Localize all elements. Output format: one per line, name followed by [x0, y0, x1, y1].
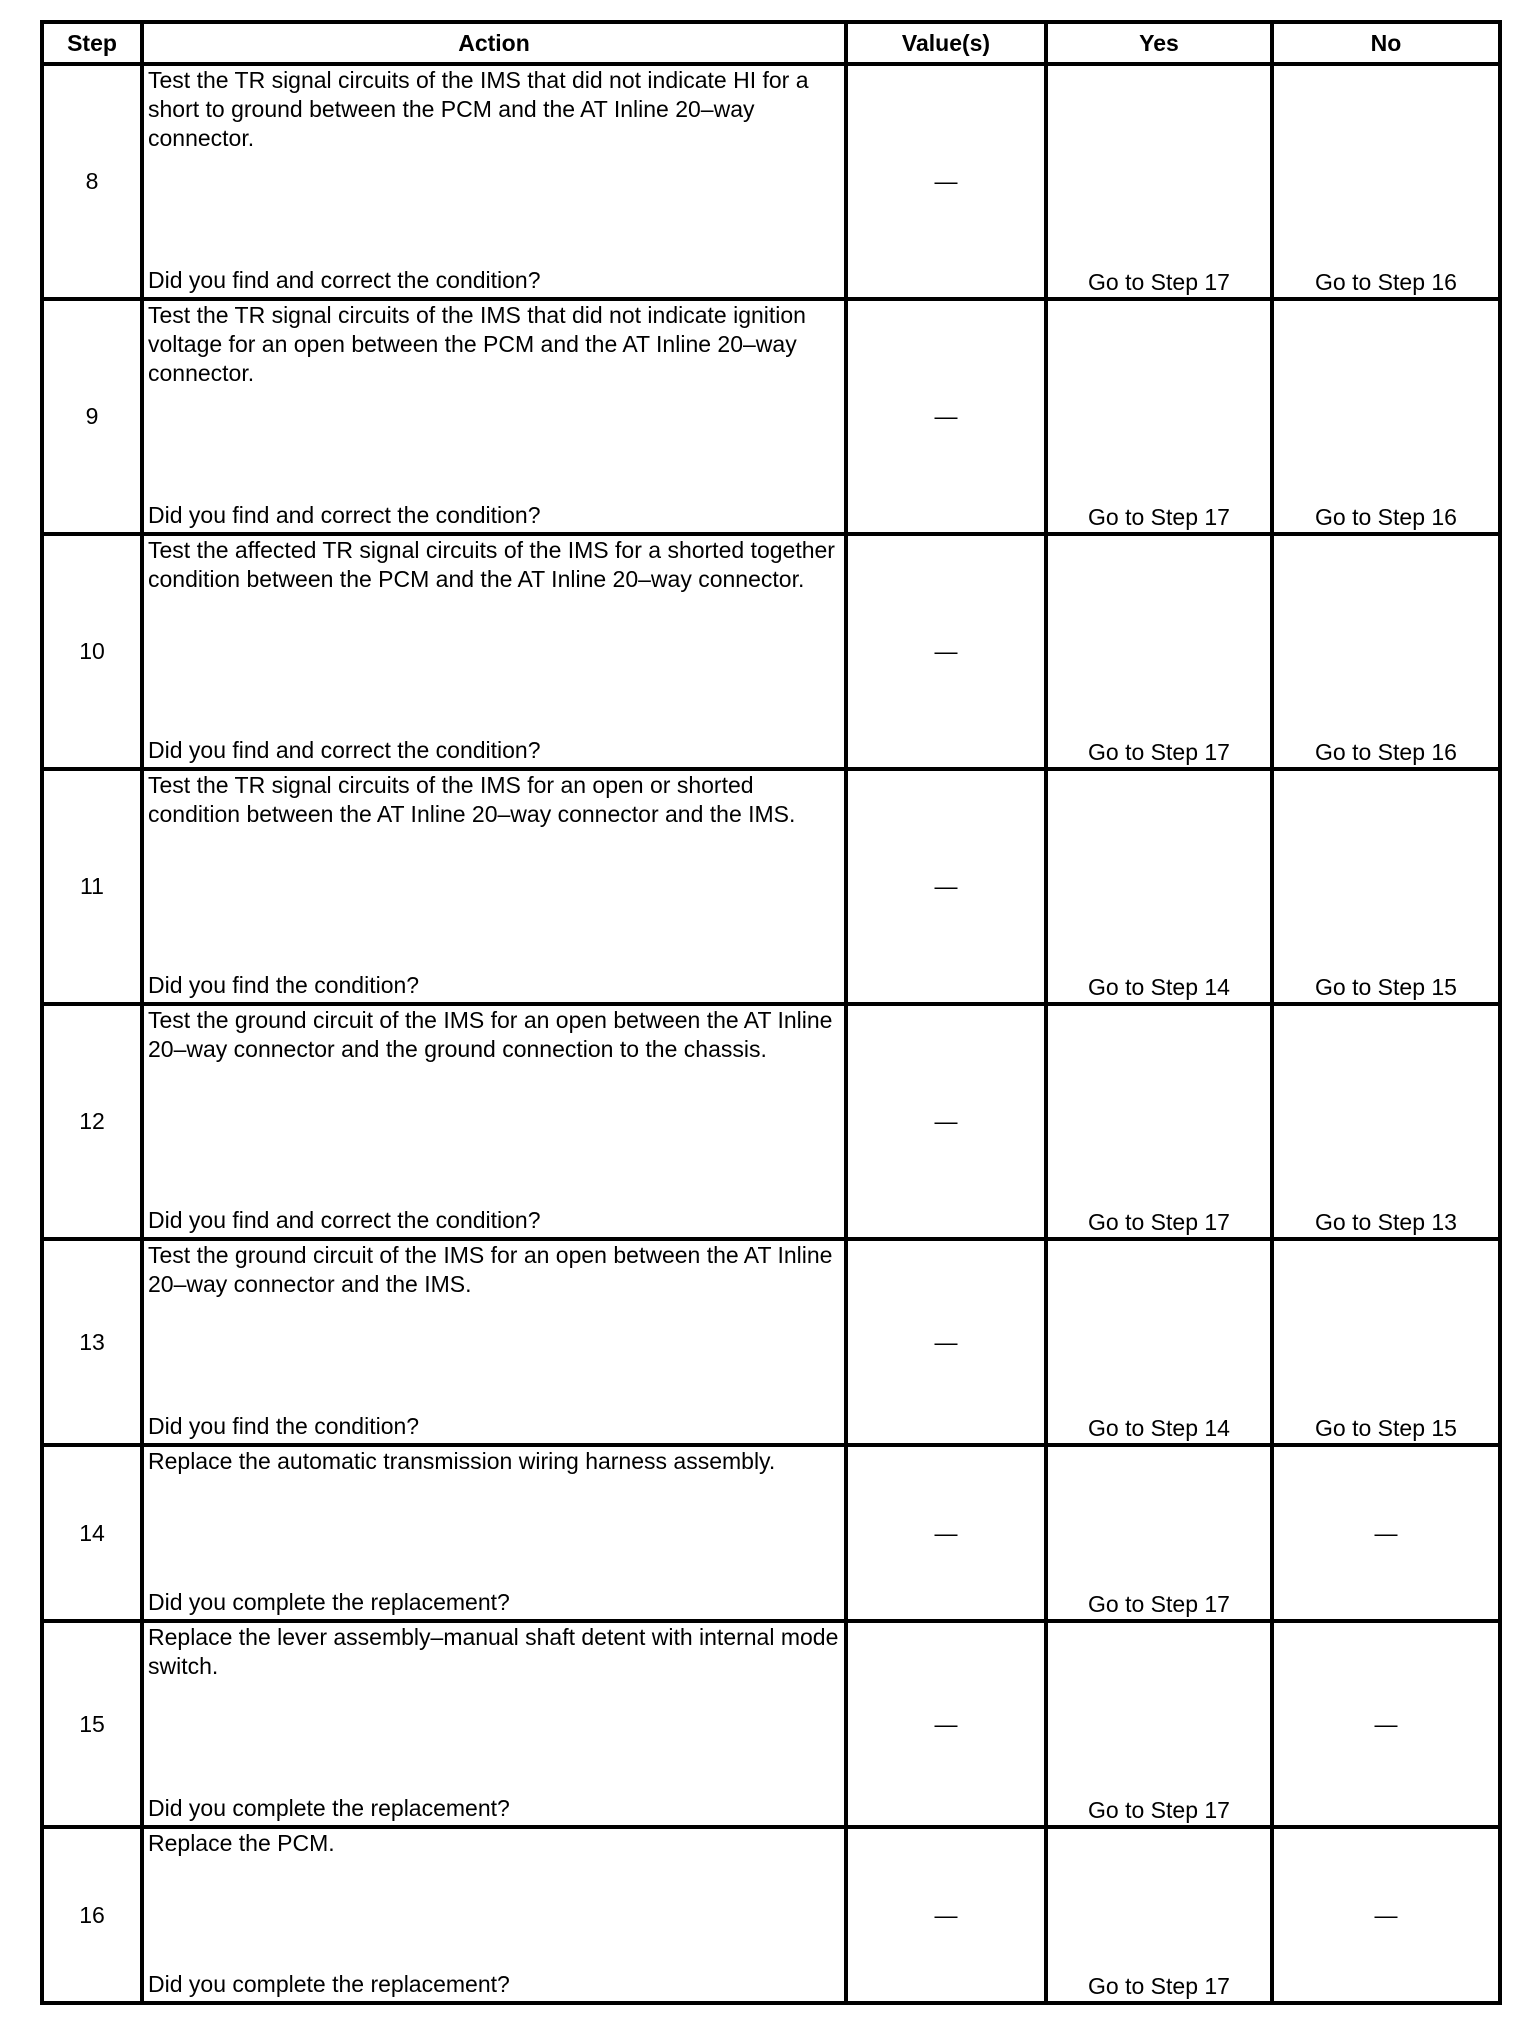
step-number: 16	[42, 1827, 142, 2003]
action-cell	[142, 769, 846, 1004]
no-cell: Go to Step 16	[1272, 534, 1500, 769]
yes-cell: Go to Step 17	[1046, 64, 1272, 299]
action-question: Did you complete the replacement?	[148, 1589, 510, 1615]
table-row	[42, 769, 1500, 1004]
action-instruction: Test the TR signal circuits of the IMS for an open or shorted condition between the AT Inline 20–way connector and the IMS.	[148, 772, 796, 827]
step-number: 15	[42, 1621, 142, 1827]
value-cell: —	[846, 534, 1046, 769]
table-row	[42, 1239, 1500, 1445]
action-question: Did you find and correct the condition?	[148, 502, 541, 528]
header-row	[42, 22, 1500, 64]
no-cell: —	[1272, 1445, 1500, 1621]
value-cell: —	[846, 1239, 1046, 1445]
action-question: Did you find the condition?	[148, 972, 420, 998]
action-question: Did you find and correct the condition?	[148, 1207, 541, 1233]
header-step: Step	[42, 22, 142, 64]
no-cell: —	[1272, 1827, 1500, 2003]
action-question: Did you complete the replacement?	[148, 1971, 510, 1997]
action-instruction: Replace the automatic transmission wiring harness assembly.	[148, 1448, 776, 1474]
no-cell: Go to Step 16	[1272, 64, 1500, 299]
value-cell: —	[846, 299, 1046, 534]
step-number: 9	[42, 299, 142, 534]
no-cell: Go to Step 16	[1272, 299, 1500, 534]
yes-cell: Go to Step 17	[1046, 1445, 1272, 1621]
value-cell: —	[846, 1445, 1046, 1621]
header-no: No	[1272, 22, 1500, 64]
yes-cell: Go to Step 17	[1046, 534, 1272, 769]
yes-cell: Go to Step 17	[1046, 1621, 1272, 1827]
action-cell	[142, 1827, 846, 2003]
action-instruction: Test the ground circuit of the IMS for an open between the AT Inline 20–way connector and the ground connection to the chassis.	[148, 1007, 833, 1062]
yes-cell: Go to Step 14	[1046, 769, 1272, 1004]
action-cell	[142, 1621, 846, 1827]
yes-cell: Go to Step 14	[1046, 1239, 1272, 1445]
step-number: 13	[42, 1239, 142, 1445]
table-row	[42, 1445, 1500, 1621]
action-cell	[142, 534, 846, 769]
action-cell	[142, 299, 846, 534]
action-instruction: Test the ground circuit of the IMS for an open between the AT Inline 20–way connector and the IMS.	[148, 1242, 833, 1297]
action-instruction: Test the TR signal circuits of the IMS that did not indicate ignition voltage for an open between the PCM and the AT Inline 20–way connector.	[148, 302, 806, 386]
action-cell	[142, 1239, 846, 1445]
table-row	[42, 64, 1500, 299]
action-cell	[142, 64, 846, 299]
no-cell: Go to Step 15	[1272, 1239, 1500, 1445]
yes-cell: Go to Step 17	[1046, 1004, 1272, 1239]
action-question: Did you find and correct the condition?	[148, 737, 541, 763]
no-cell: —	[1272, 1621, 1500, 1827]
action-instruction: Test the affected TR signal circuits of the IMS for a shorted together condition between the PCM and the AT Inline 20–way connector.	[148, 537, 835, 592]
value-cell: —	[846, 769, 1046, 1004]
header-values: Value(s)	[846, 22, 1046, 64]
step-number: 12	[42, 1004, 142, 1239]
header-action: Action	[142, 22, 846, 64]
step-number: 14	[42, 1445, 142, 1621]
value-cell: —	[846, 64, 1046, 299]
value-cell: —	[846, 1621, 1046, 1827]
action-cell	[142, 1445, 846, 1621]
diagnostic-table	[40, 20, 1502, 2005]
no-cell: Go to Step 13	[1272, 1004, 1500, 1239]
action-instruction: Replace the PCM.	[148, 1830, 335, 1856]
action-question: Did you find the condition?	[148, 1413, 420, 1439]
table-row	[42, 1827, 1500, 2003]
yes-cell: Go to Step 17	[1046, 299, 1272, 534]
value-cell: —	[846, 1827, 1046, 2003]
value-cell: —	[846, 1004, 1046, 1239]
action-question: Did you find and correct the condition?	[148, 267, 541, 293]
header-yes: Yes	[1046, 22, 1272, 64]
action-instruction: Test the TR signal circuits of the IMS that did not indicate HI for a short to ground between the PCM and the AT Inline 20–way connector.	[148, 67, 809, 151]
action-cell	[142, 1004, 846, 1239]
table-row	[42, 534, 1500, 769]
yes-cell: Go to Step 17	[1046, 1827, 1272, 2003]
step-number: 11	[42, 769, 142, 1004]
action-instruction: Replace the lever assembly–manual shaft detent with internal mode switch.	[148, 1624, 839, 1679]
table-row	[42, 1621, 1500, 1827]
no-cell: Go to Step 15	[1272, 769, 1500, 1004]
step-number: 8	[42, 64, 142, 299]
table-row	[42, 299, 1500, 534]
step-number: 10	[42, 534, 142, 769]
action-question: Did you complete the replacement?	[148, 1795, 510, 1821]
table-row	[42, 1004, 1500, 1239]
